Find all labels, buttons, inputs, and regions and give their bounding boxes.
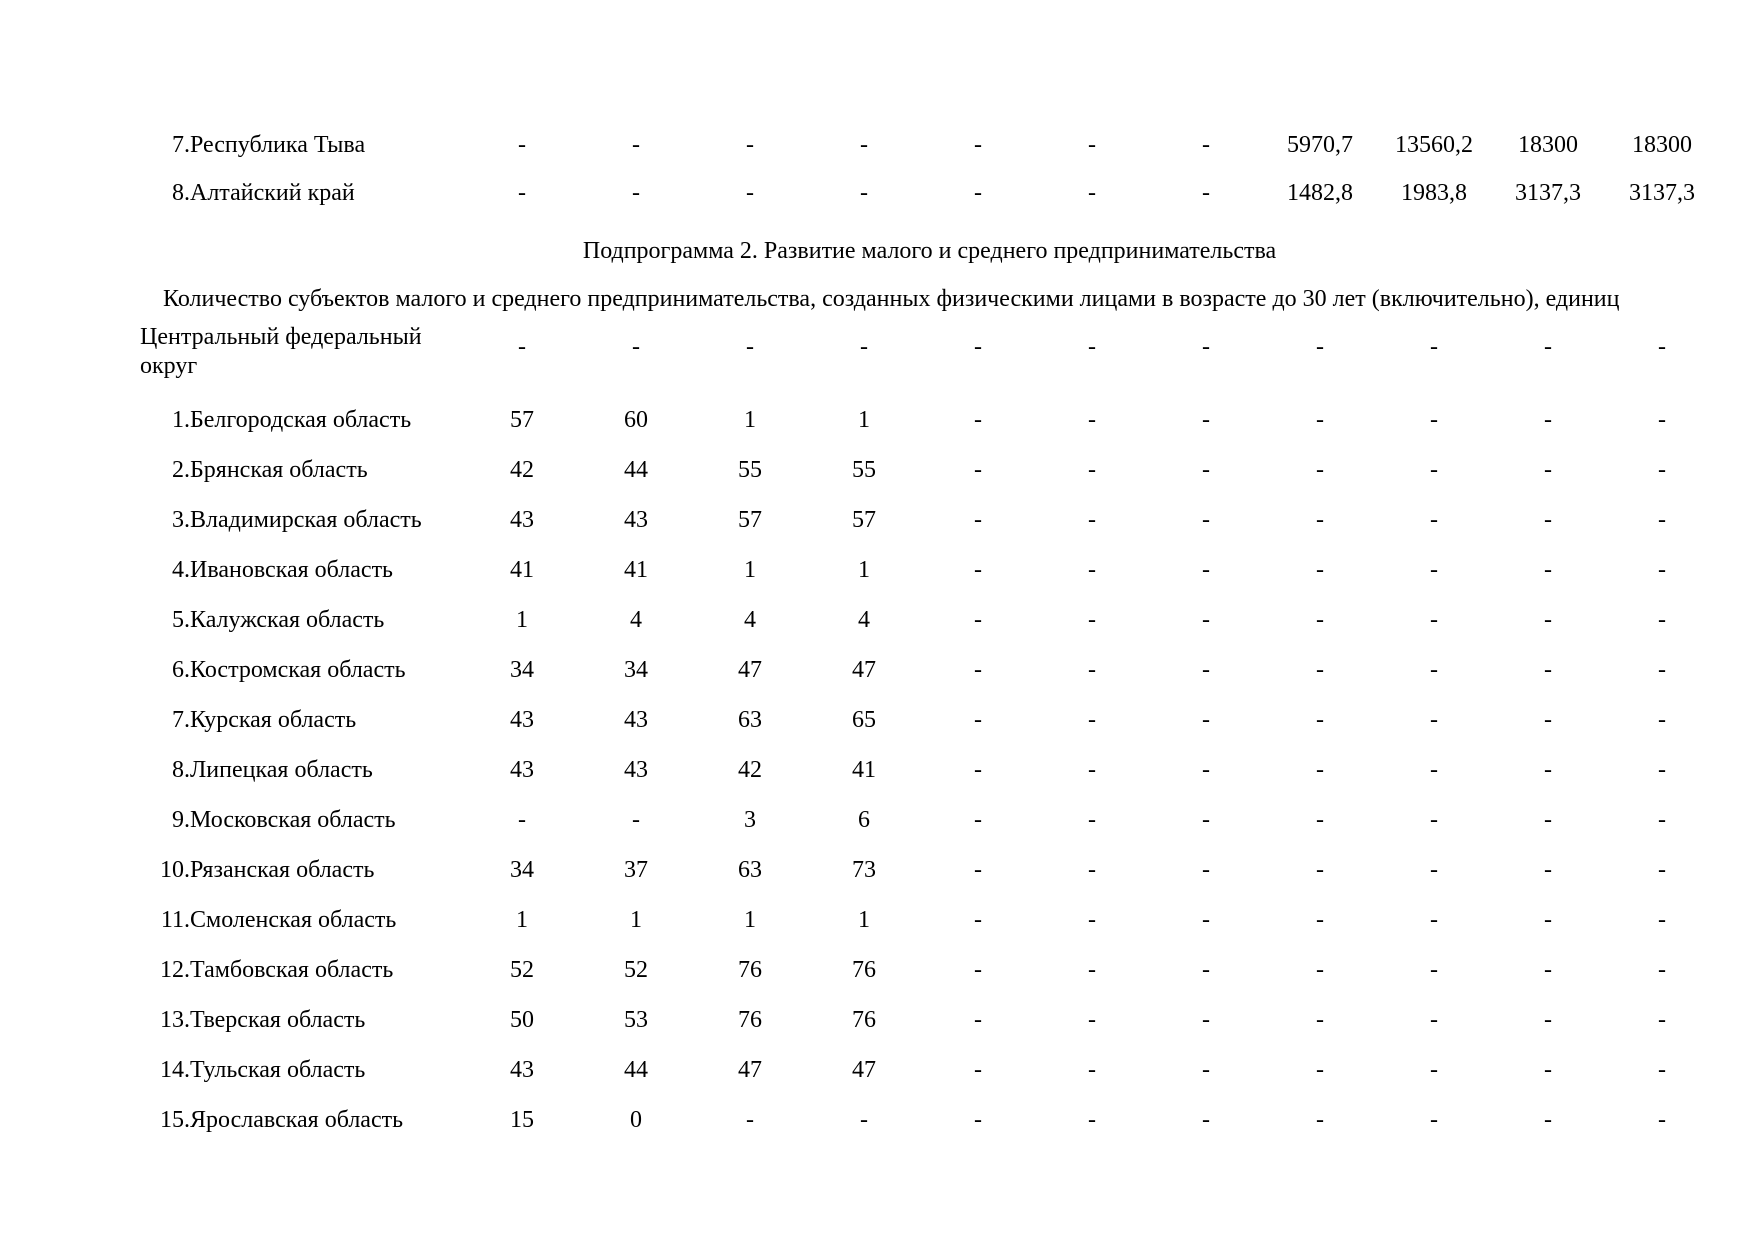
value-cell: -: [1544, 906, 1552, 933]
value-cell: -: [1544, 506, 1552, 533]
value-cell: 43: [624, 756, 648, 783]
value-cell: 37: [624, 856, 648, 883]
value-cell: 76: [852, 956, 876, 983]
value-cell: -: [1544, 856, 1552, 883]
value-cell: -: [974, 656, 982, 683]
value-cell: 44: [624, 456, 648, 483]
table-row: [140, 695, 1719, 745]
value-cell: -: [1202, 1006, 1210, 1033]
row-number: 2.: [172, 456, 190, 483]
row-number: 15.: [160, 1106, 190, 1133]
value-cell: -: [1430, 756, 1438, 783]
value-cell: 63: [738, 706, 762, 733]
value-cell: -: [974, 1056, 982, 1083]
value-cell: -: [1658, 1006, 1666, 1033]
value-cell: 34: [510, 656, 534, 683]
value-cell: -: [1544, 456, 1552, 483]
value-cell: -: [1202, 334, 1210, 360]
value-cell: 50: [510, 1006, 534, 1033]
value-cell: -: [1658, 456, 1666, 483]
value-cell: -: [1316, 806, 1324, 833]
value-cell: -: [974, 806, 982, 833]
value-cell: 63: [738, 856, 762, 883]
region-name: Тверская область: [190, 1006, 366, 1033]
value-cell: 43: [510, 706, 534, 733]
row-number: 1.: [172, 406, 190, 433]
value-cell: -: [1658, 406, 1666, 433]
value-cell: -: [746, 131, 754, 158]
indicator-table: [140, 323, 1719, 1145]
value-cell: -: [974, 131, 982, 158]
region-name: Рязанская область: [190, 856, 375, 883]
value-cell: 57: [510, 406, 534, 433]
value-cell: 44: [624, 1056, 648, 1083]
value-cell: 47: [852, 1056, 876, 1083]
table-row: [140, 1095, 1719, 1145]
value-cell: -: [1316, 756, 1324, 783]
value-cell: 55: [852, 456, 876, 483]
value-cell: -: [1202, 456, 1210, 483]
value-cell: -: [1658, 956, 1666, 983]
row-number: 11.: [160, 906, 190, 933]
value-cell: -: [1658, 806, 1666, 833]
value-cell: -: [1088, 1106, 1096, 1133]
value-cell: -: [1088, 806, 1096, 833]
value-cell: -: [1430, 1056, 1438, 1083]
region-name: Тамбовская область: [190, 956, 394, 983]
value-cell: 55: [738, 456, 762, 483]
value-cell: -: [632, 131, 640, 158]
value-cell: -: [1088, 506, 1096, 533]
value-cell: -: [1316, 1106, 1324, 1133]
value-cell: -: [1202, 1056, 1210, 1083]
value-cell: 4: [630, 606, 642, 633]
value-cell: 1: [516, 606, 528, 633]
value-cell: -: [1316, 906, 1324, 933]
value-cell: 1: [858, 906, 870, 933]
value-cell: -: [1658, 506, 1666, 533]
value-cell: -: [1430, 706, 1438, 733]
value-cell: -: [1088, 606, 1096, 633]
top-margin: [0, 0, 1754, 121]
value-cell: -: [632, 179, 640, 206]
value-cell: -: [1088, 131, 1096, 158]
value-cell: -: [974, 1006, 982, 1033]
region-name: Алтайский край: [190, 179, 355, 206]
value-cell: -: [974, 556, 982, 583]
value-cell: 52: [510, 956, 534, 983]
row-number: 14.: [160, 1056, 190, 1083]
value-cell: -: [1202, 806, 1210, 833]
value-cell: -: [632, 334, 640, 360]
value-cell: -: [860, 1106, 868, 1133]
value-cell: -: [974, 179, 982, 206]
value-cell: -: [1088, 179, 1096, 206]
value-cell: -: [1088, 956, 1096, 983]
value-cell: -: [1544, 806, 1552, 833]
value-cell: 41: [624, 556, 648, 583]
region-name: Белгородская область: [190, 406, 412, 433]
region-name: Ивановская область: [190, 556, 394, 583]
federal-district-name: Центральный федеральный округ: [140, 324, 422, 379]
value-cell: 43: [510, 1056, 534, 1083]
value-cell: 15: [510, 1106, 534, 1133]
value-cell: -: [1430, 1006, 1438, 1033]
value-cell: -: [1658, 656, 1666, 683]
value-cell: 1482,8: [1287, 179, 1353, 206]
federal-district-row: [140, 323, 1719, 395]
value-cell: 3137,3: [1515, 179, 1581, 206]
value-cell: -: [974, 334, 982, 360]
table-row: [140, 995, 1719, 1045]
value-cell: -: [1088, 856, 1096, 883]
value-cell: -: [1316, 656, 1324, 683]
value-cell: -: [1088, 656, 1096, 683]
row-number: 3.: [172, 506, 190, 533]
value-cell: 76: [738, 1006, 762, 1033]
value-cell: -: [1316, 556, 1324, 583]
value-cell: 42: [738, 756, 762, 783]
value-cell: -: [974, 756, 982, 783]
region-name: Курская область: [190, 706, 357, 733]
value-cell: 4: [744, 606, 756, 633]
value-cell: -: [1544, 406, 1552, 433]
value-cell: -: [1430, 656, 1438, 683]
row-number: 9.: [172, 806, 190, 833]
row-number: 4.: [172, 556, 190, 583]
value-cell: 43: [624, 506, 648, 533]
value-cell: 1: [744, 906, 756, 933]
value-cell: -: [1316, 706, 1324, 733]
value-cell: 52: [624, 956, 648, 983]
value-cell: 53: [624, 1006, 648, 1033]
value-cell: 73: [852, 856, 876, 883]
region-name: Московская область: [190, 806, 396, 833]
value-cell: 34: [510, 856, 534, 883]
value-cell: 18300: [1632, 131, 1692, 158]
row-number: 12.: [160, 956, 190, 983]
value-cell: 43: [510, 756, 534, 783]
value-cell: -: [974, 506, 982, 533]
value-cell: -: [1544, 334, 1552, 360]
value-cell: 41: [852, 756, 876, 783]
value-cell: -: [1316, 1056, 1324, 1083]
value-cell: -: [1544, 1006, 1552, 1033]
value-cell: 43: [510, 506, 534, 533]
value-cell: 47: [738, 656, 762, 683]
row-number: 6.: [172, 656, 190, 683]
value-cell: -: [1316, 606, 1324, 633]
row-number: 8.: [172, 756, 190, 783]
value-cell: -: [1658, 1106, 1666, 1133]
value-cell: -: [1202, 1106, 1210, 1133]
value-cell: 13560,2: [1395, 131, 1473, 158]
row-number: 8.: [172, 179, 190, 206]
value-cell: -: [1430, 456, 1438, 483]
table-row: [140, 645, 1719, 695]
table-row: [140, 895, 1719, 945]
value-cell: -: [860, 334, 868, 360]
value-cell: -: [1544, 706, 1552, 733]
value-cell: -: [1316, 406, 1324, 433]
value-cell: -: [1430, 606, 1438, 633]
value-cell: -: [974, 406, 982, 433]
row-number: 7.: [172, 706, 190, 733]
value-cell: 76: [852, 1006, 876, 1033]
value-cell: -: [1202, 406, 1210, 433]
value-cell: -: [518, 334, 526, 360]
row-number: 5.: [172, 606, 190, 633]
region-name: Костромская область: [190, 656, 406, 683]
value-cell: -: [1544, 1106, 1552, 1133]
value-cell: -: [974, 856, 982, 883]
table-row: [140, 545, 1719, 595]
value-cell: -: [1544, 756, 1552, 783]
value-cell: -: [746, 1106, 754, 1133]
previous-table-body: [140, 121, 1719, 217]
value-cell: -: [1544, 956, 1552, 983]
value-cell: 6: [858, 806, 870, 833]
value-cell: 57: [738, 506, 762, 533]
value-cell: -: [1088, 334, 1096, 360]
value-cell: 41: [510, 556, 534, 583]
table-row: [140, 945, 1719, 995]
value-cell: -: [1202, 506, 1210, 533]
value-cell: -: [1544, 1056, 1552, 1083]
value-cell: -: [1088, 456, 1096, 483]
region-name: Липецкая область: [190, 756, 373, 783]
value-cell: -: [1430, 856, 1438, 883]
value-cell: 47: [738, 1056, 762, 1083]
value-cell: -: [1202, 179, 1210, 206]
region-name: Ярославская область: [190, 1106, 404, 1133]
value-cell: 5970,7: [1287, 131, 1353, 158]
value-cell: -: [974, 706, 982, 733]
table-row: [140, 121, 1719, 169]
value-cell: 76: [738, 956, 762, 983]
value-cell: -: [1202, 906, 1210, 933]
value-cell: -: [974, 456, 982, 483]
value-cell: -: [1202, 956, 1210, 983]
value-cell: -: [1430, 406, 1438, 433]
table-row: [140, 595, 1719, 645]
value-cell: 43: [624, 706, 648, 733]
value-cell: -: [518, 131, 526, 158]
value-cell: -: [1088, 756, 1096, 783]
value-cell: 65: [852, 706, 876, 733]
value-cell: -: [1202, 606, 1210, 633]
value-cell: 42: [510, 456, 534, 483]
value-cell: -: [860, 131, 868, 158]
value-cell: -: [974, 956, 982, 983]
value-cell: 57: [852, 506, 876, 533]
value-cell: -: [1430, 556, 1438, 583]
value-cell: 47: [852, 656, 876, 683]
value-cell: -: [632, 806, 640, 833]
value-cell: -: [1430, 806, 1438, 833]
value-cell: -: [1202, 756, 1210, 783]
value-cell: -: [1088, 1056, 1096, 1083]
value-cell: 1: [858, 556, 870, 583]
value-cell: 1983,8: [1401, 179, 1467, 206]
main-table-body: [140, 323, 1719, 1145]
value-cell: 18300: [1518, 131, 1578, 158]
value-cell: -: [1658, 906, 1666, 933]
value-cell: -: [1544, 606, 1552, 633]
value-cell: 1: [858, 406, 870, 433]
value-cell: -: [1088, 906, 1096, 933]
value-cell: -: [1658, 756, 1666, 783]
row-number: 7.: [172, 131, 190, 158]
region-name: Брянская область: [190, 456, 368, 483]
value-cell: -: [1316, 334, 1324, 360]
value-cell: -: [1430, 1106, 1438, 1133]
row-number: 13.: [160, 1006, 190, 1033]
value-cell: -: [1658, 1056, 1666, 1083]
value-cell: -: [1658, 606, 1666, 633]
value-cell: -: [1088, 1006, 1096, 1033]
value-cell: -: [518, 806, 526, 833]
value-cell: -: [1430, 956, 1438, 983]
table-row: [140, 795, 1719, 845]
value-cell: -: [860, 179, 868, 206]
region-name: Смоленская область: [190, 906, 397, 933]
value-cell: -: [1430, 506, 1438, 533]
value-cell: -: [518, 179, 526, 206]
value-cell: -: [1544, 556, 1552, 583]
value-cell: -: [1202, 131, 1210, 158]
value-cell: -: [746, 334, 754, 360]
value-cell: 0: [630, 1106, 642, 1133]
value-cell: -: [1088, 706, 1096, 733]
value-cell: -: [1316, 856, 1324, 883]
value-cell: 34: [624, 656, 648, 683]
value-cell: -: [1088, 556, 1096, 583]
table-row: [140, 395, 1719, 445]
region-name: Республика Тыва: [190, 131, 366, 158]
indicator-table-previous: [140, 121, 1719, 217]
value-cell: 1: [744, 406, 756, 433]
table-row: [140, 445, 1719, 495]
region-name: Калужская область: [190, 606, 385, 633]
value-cell: -: [1658, 556, 1666, 583]
value-cell: -: [974, 906, 982, 933]
table-row: [140, 745, 1719, 795]
value-cell: -: [1316, 956, 1324, 983]
value-cell: -: [1658, 334, 1666, 360]
value-cell: -: [1316, 1006, 1324, 1033]
subprogram-heading: Подпрограмма 2. Развитие малого и среднего предпринимательства: [582, 238, 1277, 264]
value-cell: -: [1202, 656, 1210, 683]
table-row: [140, 1045, 1719, 1095]
value-cell: 4: [858, 606, 870, 633]
value-cell: 1: [630, 906, 642, 933]
value-cell: -: [1430, 906, 1438, 933]
value-cell: 1: [516, 906, 528, 933]
value-cell: -: [1316, 456, 1324, 483]
value-cell: -: [1658, 706, 1666, 733]
value-cell: -: [1202, 856, 1210, 883]
table-row: [140, 495, 1719, 545]
value-cell: -: [1202, 706, 1210, 733]
table-row: [140, 845, 1719, 895]
region-name: Тульская область: [190, 1056, 366, 1083]
region-name: Владимирская область: [190, 506, 422, 533]
value-cell: -: [974, 1106, 982, 1133]
value-cell: -: [746, 179, 754, 206]
value-cell: 3137,3: [1629, 179, 1695, 206]
value-cell: 60: [624, 406, 648, 433]
indicator-title: Количество субъектов малого и среднего предпринимательства, созданных физическими лицами в возрасте до 30 лет (включительно), единиц: [163, 286, 1620, 312]
table-row: [140, 169, 1719, 217]
value-cell: 1: [744, 556, 756, 583]
value-cell: -: [974, 606, 982, 633]
value-cell: -: [1658, 856, 1666, 883]
value-cell: -: [1316, 506, 1324, 533]
value-cell: -: [1202, 556, 1210, 583]
value-cell: 3: [744, 806, 756, 833]
row-number: 10.: [160, 856, 190, 883]
value-cell: -: [1544, 656, 1552, 683]
value-cell: -: [1088, 406, 1096, 433]
value-cell: -: [1430, 334, 1438, 360]
